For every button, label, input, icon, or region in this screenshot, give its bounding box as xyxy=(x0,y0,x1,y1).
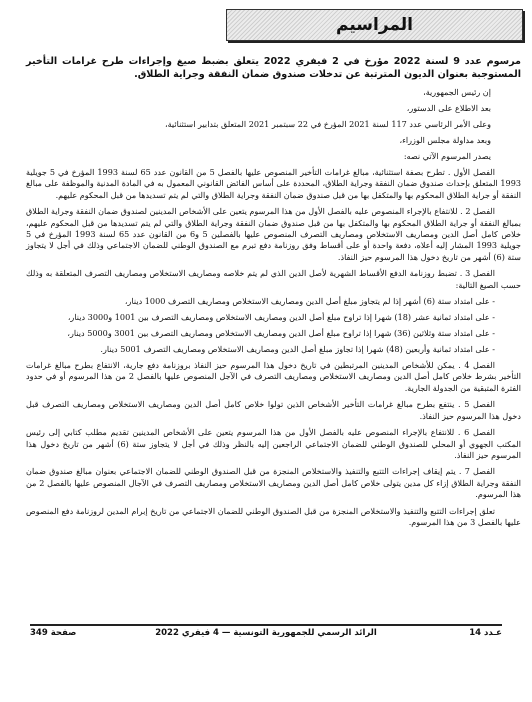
document-body xyxy=(26,55,521,533)
preamble-line: بعد الاطلاع على الدستور، xyxy=(406,103,491,113)
list-item: - على امتداد ستة (6) أشهر إذا لم يتجاوز مبلغ أصل الدين ومصاريف الاستخلاص ومصاريف التصرف 1000 دينار، xyxy=(124,296,495,307)
section-header-box xyxy=(226,9,523,41)
payment-schedule-list xyxy=(26,296,521,355)
preamble-line: وبعد مداولة مجلس الوزراء، xyxy=(399,135,491,145)
list-item: - على امتداد ستة وثلاثين (36) شهرا إذا تراوح مبلغ أصل الدين ومصاريف الاستخلاص ومصاريف التصرف بين 3001 و5000 دينار، xyxy=(67,328,495,339)
page-number: صفحة 349 xyxy=(30,628,77,638)
chapter-5: الفصل 5 . ينتفع بطرح مبالغ غرامات التأخير الأشخاص الذين تولوا خلاص كامل أصل الدين ومصاريف الاستخلاص ومصاريف التصرف قبل دخول هذا المرسوم حيز النفاذ. xyxy=(26,399,521,421)
footer-divider xyxy=(30,624,502,626)
list-item: - على امتداد ثمانية عشر (18) شهرا إذا تراوح مبلغ أصل الدين ومصاريف الاستخلاص ومصاريف التصرف بين 1001 و3000 دينار، xyxy=(67,312,495,323)
chapter-6: الفصل 6 . للانتفاع بالإجراء المنصوص عليه بالفصل الأول من هذا المرسوم يتعين على الأشخاص المدينين تقديم مطلب كتابي إلى رئيس المكتب الجهوي أو المحلي للصندوق الوطني للضمان الاجتماعي الراجعين إليه بالنظر وذلك في أجل لا يتجاوز ستة (6) أشهر من تاريخ دخول هذا المرسوم حيز النفاذ. xyxy=(26,427,521,460)
preamble-line: وعلى الأمر الرئاسي عدد 117 لسنة 2021 المؤرخ في 22 سبتمبر 2021 المتعلق بتدابير استثنائية، xyxy=(164,119,491,129)
chapter-2: الفصل 2 . للانتفاع بالإجراء المنصوص عليه بالفصل الأول من هذا المرسوم يتعين على الأشخاص المدينين لصندوق ضمان النفقة وجراية الطلاق بمبالغ النفقة أو جراية الطلاق المحكوم بها والمتكفل بها من قبل صندوق ضمان النفقة وجراية الطلاق والتي لم يتم تسديدها من قبل المحكوم عليهم، خلاص كامل أصل الدين ومصاريف الاستخلاص ومصاريف التصرف المنصوص عليها بالفصلين 5 و6 من القانون عدد 65 لسنة 1993 المؤرخ في 5 جويلية 1993 المشار إليه أعلاه، دفعة واحدة أو على أقساط وفق روزنامة دفع تبرم مع الصندوق الوطني للضمان الاجتماعي وذلك في أجل لا يتجاوز ستة (6) أشهر من تاريخ دخول هذا المرسوم حيز النفاذ. xyxy=(26,206,521,262)
issue-number: عـدد 14 xyxy=(469,628,502,638)
preamble-line: إن رئيس الجمهورية، xyxy=(423,87,491,97)
page-footer xyxy=(30,628,502,642)
preamble xyxy=(26,87,521,162)
decree-title: مرسوم عدد 9 لسنة 2022 مؤرخ في 2 فيفري 2022 يتعلق بضبط صيغ وإجراءات طرح غرامات التأخير المستوجبة بعنوان الديون المترتبة عن تدخلات صندوق ضمان النفقة وجراية الطلاق. xyxy=(26,56,521,80)
chapter-4: الفصل 4 . يمكن للأشخاص المدينين المرتبطين في تاريخ دخول هذا المرسوم حيز النفاذ بروزنامة دفع جارية، الانتفاع بطرح مبالغ غرامات التأخير بشرط خلاص كامل أصل الدين ومصاريف الاستخلاص ومصاريف التصرف في الآجل المنصوص عليها بالفصل 2 من هذا المرسوم أو في حدود الفترة المتبقية من الجدولة الجارية. xyxy=(26,360,521,393)
list-item: - على امتداد ثمانية وأربعين (48) شهرا إذا تجاوز مبلغ أصل الدين ومصاريف الاستخلاص ومصاريف التصرف 5001 دينار. xyxy=(100,344,495,355)
chapter-3: الفصل 3 . تضبط روزنامة الدفع الأقساط الشهرية لأصل الدين الذي لم يتم خلاصه ومصاريف الاستخلاص ومصاريف التصرف المتعلقة به وذلك حسب الصيغ التالية: xyxy=(26,268,521,290)
chapter-7: الفصل 7 . يتم إيقاف إجراءات التتبع والتنفيذ والاستخلاص المنجزة من قبل الصندوق الوطني للضمان الاجتماعي بعنوان مبالغ صندوق ضمان النفقة وجراية الطلاق إزاء كل مدين يتولى خلاص كامل أصل الدين ومصاريف الاستخلاص ومصاريف التصرف في الآجال المنصوص عليها بالفصل 2 من هذا المرسوم. xyxy=(26,466,521,500)
chapter-1: الفصل الأول . تطرح بصفة استثنائية، مبالغ غرامات التأخير المنصوص عليها بالفصل 5 من القانون عدد 65 لسنة 1993 المؤرخ في 5 جويلية 1993 المتعلق بإحداث صندوق ضمان النفقة وجراية الطلاق، المحددة على أساس الفائض القانوني المعمول به في المادة المدنية والموظفة على مبالغ النفقة أو جراية الطلاق المحكوم بها والمتكفل بها من قبل صندوق ضمان النفقة وجراية الطلاق والتي لم يتم تسديدها من قبل المحكوم عليهم. xyxy=(26,167,521,200)
section-header-title: المراسيم xyxy=(336,15,413,35)
preamble-line: يصدر المرسوم الآتي نصه: xyxy=(403,151,491,161)
chapter-7-continuation: تعلق إجراءات التتبع والتنفيذ والاستخلاص المنجزة من قبل الصندوق الوطني للضمان الاجتماعي من تاريخ إبرام المدين لروزنامة دفع المنصوص عليها بالفصل 3 من هذا المرسوم. xyxy=(26,505,521,527)
journal-title: الرائد الرسمي للجمهورية التونسية — 4 فيفري 2022 xyxy=(155,628,377,638)
